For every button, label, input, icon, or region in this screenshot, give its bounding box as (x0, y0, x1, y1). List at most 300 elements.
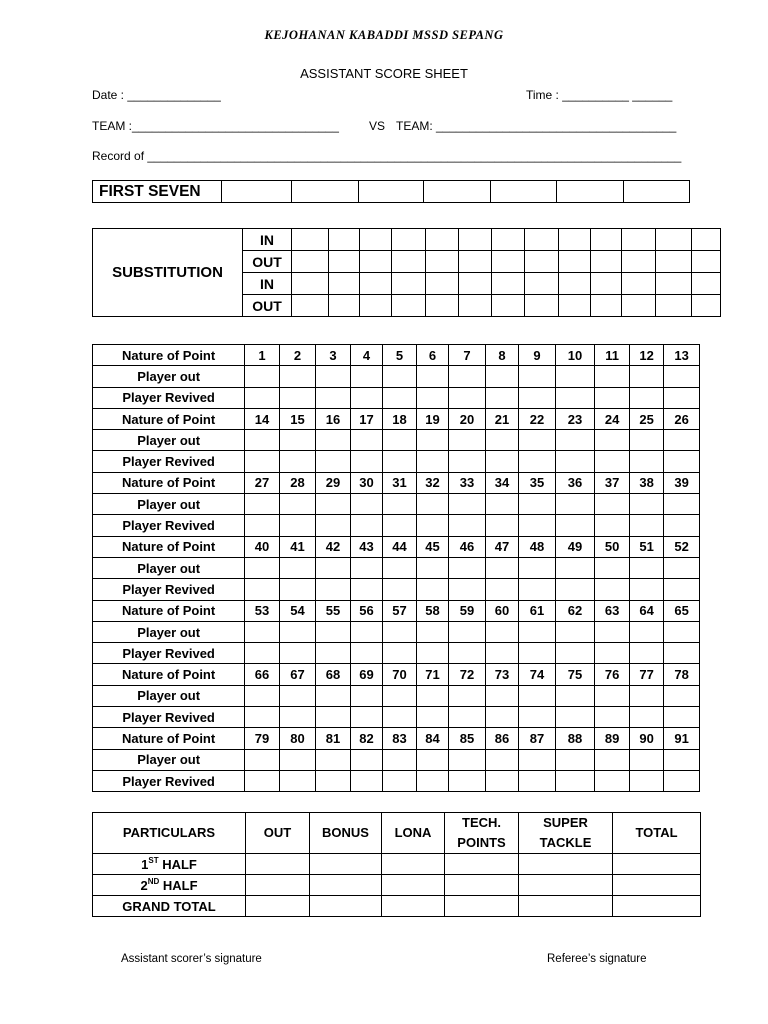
substitution-cell[interactable] (559, 273, 591, 295)
point-cell[interactable] (449, 579, 486, 600)
point-cell[interactable] (629, 387, 664, 408)
point-cell[interactable] (279, 643, 316, 664)
point-cell[interactable] (595, 515, 630, 536)
substitution-cell[interactable] (692, 273, 721, 295)
point-cell[interactable] (279, 621, 316, 642)
nature-of-point-row (93, 728, 700, 749)
point-cell[interactable] (629, 685, 664, 706)
point-cell[interactable] (279, 685, 316, 706)
point-cell[interactable] (350, 366, 382, 387)
point-cell[interactable] (664, 707, 700, 728)
point-cell[interactable] (555, 557, 595, 578)
point-cell[interactable] (664, 366, 700, 387)
point-cell[interactable] (485, 515, 518, 536)
point-number: 1 (245, 345, 280, 366)
point-cell[interactable] (519, 643, 556, 664)
substitution-cell[interactable] (426, 295, 459, 317)
point-cell[interactable] (664, 557, 700, 578)
point-cell[interactable] (519, 557, 556, 578)
point-cell[interactable] (279, 387, 316, 408)
point-cell[interactable] (449, 494, 486, 515)
point-cell[interactable] (519, 515, 556, 536)
substitution-cell[interactable] (559, 229, 591, 251)
summary-cell[interactable] (519, 896, 613, 917)
record-of-field[interactable]: Record of ________________________________________________________________________________ (92, 149, 682, 163)
point-cell[interactable] (555, 749, 595, 770)
point-cell[interactable] (595, 366, 630, 387)
point-cell[interactable] (519, 707, 556, 728)
point-cell[interactable] (383, 366, 416, 387)
point-cell[interactable] (485, 557, 518, 578)
point-cell[interactable] (555, 451, 595, 472)
point-cell[interactable] (416, 494, 448, 515)
point-cell[interactable] (449, 366, 486, 387)
point-number: 60 (485, 600, 518, 621)
point-number: 55 (316, 600, 351, 621)
substitution-cell[interactable] (559, 295, 591, 317)
substitution-cell[interactable] (525, 251, 559, 273)
player-out-row (93, 685, 700, 706)
point-cell[interactable] (664, 579, 700, 600)
point-number: 8 (485, 345, 518, 366)
point-cell[interactable] (664, 515, 700, 536)
point-cell[interactable] (279, 366, 316, 387)
second-half-num: 2 (140, 877, 148, 893)
summary-cell[interactable] (382, 896, 445, 917)
point-cell[interactable] (555, 387, 595, 408)
event-title: KEJOHANAN KABADDI MSSD SEPANG (264, 28, 504, 42)
substitution-cell[interactable] (591, 295, 622, 317)
point-cell[interactable] (245, 387, 280, 408)
point-cell[interactable] (555, 366, 595, 387)
point-cell[interactable] (485, 451, 518, 472)
substitution-cell[interactable] (292, 229, 329, 251)
point-cell[interactable] (595, 770, 630, 791)
second-half-text: HALF (159, 877, 198, 893)
point-cell[interactable] (416, 770, 448, 791)
point-cell[interactable] (279, 494, 316, 515)
point-cell[interactable] (555, 430, 595, 451)
point-cell[interactable] (595, 749, 630, 770)
point-number: 29 (316, 472, 351, 493)
first-half-text: HALF (158, 856, 197, 872)
point-cell[interactable] (416, 621, 448, 642)
summary-cell[interactable] (246, 854, 310, 875)
point-cell[interactable] (555, 515, 595, 536)
point-cell[interactable] (519, 430, 556, 451)
point-cell[interactable] (316, 557, 351, 578)
point-cell[interactable] (383, 685, 416, 706)
point-cell[interactable] (629, 643, 664, 664)
point-cell[interactable] (664, 643, 700, 664)
header-out: OUT (246, 813, 310, 854)
point-cell[interactable] (485, 430, 518, 451)
substitution-cell[interactable] (426, 273, 459, 295)
point-cell[interactable] (449, 515, 486, 536)
point-cell[interactable] (383, 707, 416, 728)
point-cell[interactable] (595, 707, 630, 728)
substitution-cell[interactable] (292, 251, 329, 273)
point-cell[interactable] (383, 387, 416, 408)
point-cell[interactable] (664, 430, 700, 451)
point-cell[interactable] (485, 494, 518, 515)
first-seven-cell[interactable] (624, 181, 690, 203)
point-number: 51 (629, 536, 664, 557)
point-cell[interactable] (245, 366, 280, 387)
point-number: 85 (449, 728, 486, 749)
point-cell[interactable] (449, 643, 486, 664)
point-cell[interactable] (629, 579, 664, 600)
player-out-row (93, 366, 700, 387)
point-number: 91 (664, 728, 700, 749)
point-cell[interactable] (416, 430, 448, 451)
point-cell[interactable] (485, 749, 518, 770)
point-cell[interactable] (629, 749, 664, 770)
point-cell[interactable] (350, 387, 382, 408)
point-cell[interactable] (595, 685, 630, 706)
first-seven-cell[interactable] (491, 181, 557, 203)
point-cell[interactable] (595, 579, 630, 600)
sheet-title: ASSISTANT SCORE SHEET (300, 66, 468, 81)
substitution-cell[interactable] (392, 295, 426, 317)
substitution-cell[interactable] (525, 229, 559, 251)
point-cell[interactable] (316, 451, 351, 472)
point-number: 9 (519, 345, 556, 366)
point-cell[interactable] (383, 643, 416, 664)
point-cell[interactable] (555, 494, 595, 515)
point-cell[interactable] (555, 643, 595, 664)
substitution-cell[interactable] (591, 251, 622, 273)
first-half-sup: ST (148, 855, 159, 865)
first-seven-cell[interactable] (424, 181, 491, 203)
point-cell[interactable] (245, 430, 280, 451)
substitution-cell[interactable] (360, 273, 392, 295)
point-cell[interactable] (519, 770, 556, 791)
point-cell[interactable] (485, 707, 518, 728)
time-field[interactable]: Time : __________ ______ (526, 88, 673, 102)
point-cell[interactable] (449, 707, 486, 728)
substitution-cell[interactable] (692, 251, 721, 273)
row-label: Player Revived (93, 515, 245, 536)
point-cell[interactable] (664, 451, 700, 472)
point-cell[interactable] (416, 557, 448, 578)
substitution-cell[interactable] (525, 295, 559, 317)
point-number: 13 (664, 345, 700, 366)
point-cell[interactable] (383, 770, 416, 791)
point-number: 66 (245, 664, 280, 685)
point-cell[interactable] (485, 579, 518, 600)
point-cell[interactable] (279, 430, 316, 451)
point-cell[interactable] (629, 430, 664, 451)
point-cell[interactable] (245, 770, 280, 791)
point-cell[interactable] (555, 770, 595, 791)
point-cell[interactable] (316, 515, 351, 536)
summary-cell[interactable] (519, 875, 613, 896)
point-cell[interactable] (519, 387, 556, 408)
summary-cell[interactable] (445, 875, 519, 896)
substitution-cell[interactable] (656, 229, 692, 251)
point-cell[interactable] (485, 643, 518, 664)
point-cell[interactable] (555, 685, 595, 706)
substitution-cell[interactable] (392, 273, 426, 295)
point-cell[interactable] (245, 621, 280, 642)
substitution-cell[interactable] (622, 273, 656, 295)
point-cell[interactable] (416, 515, 448, 536)
point-cell[interactable] (416, 451, 448, 472)
point-cell[interactable] (485, 685, 518, 706)
first-seven-cell[interactable] (557, 181, 624, 203)
point-cell[interactable] (664, 685, 700, 706)
substitution-cell[interactable] (692, 295, 721, 317)
point-cell[interactable] (279, 749, 316, 770)
summary-cell[interactable] (382, 854, 445, 875)
row-label: Nature of Point (93, 728, 245, 749)
point-cell[interactable] (350, 557, 382, 578)
team-right-field[interactable]: TEAM: ____________________________________ (396, 119, 677, 133)
point-cell[interactable] (383, 451, 416, 472)
point-cell[interactable] (485, 770, 518, 791)
date-field[interactable]: Date : ______________ (92, 88, 221, 102)
point-cell[interactable] (629, 366, 664, 387)
point-number: 34 (485, 472, 518, 493)
substitution-cell[interactable] (329, 295, 360, 317)
point-number: 24 (595, 408, 630, 429)
point-cell[interactable] (595, 494, 630, 515)
summary-cell[interactable] (246, 875, 310, 896)
point-cell[interactable] (629, 770, 664, 791)
point-cell[interactable] (629, 451, 664, 472)
point-cell[interactable] (316, 685, 351, 706)
team-left-field[interactable]: TEAM :_______________________________ (92, 119, 339, 133)
point-number: 79 (245, 728, 280, 749)
summary-cell[interactable] (519, 854, 613, 875)
point-number: 30 (350, 472, 382, 493)
substitution-cell[interactable] (656, 273, 692, 295)
point-cell[interactable] (416, 579, 448, 600)
point-cell[interactable] (664, 621, 700, 642)
substitution-cell[interactable] (459, 273, 492, 295)
substitution-cell[interactable] (591, 229, 622, 251)
substitution-cell[interactable] (329, 273, 360, 295)
point-cell[interactable] (629, 621, 664, 642)
point-number: 37 (595, 472, 630, 493)
substitution-cell[interactable] (622, 251, 656, 273)
substitution-cell[interactable] (360, 251, 392, 273)
substitution-cell[interactable] (329, 251, 360, 273)
substitution-cell[interactable] (559, 251, 591, 273)
point-cell[interactable] (416, 366, 448, 387)
point-cell[interactable] (316, 643, 351, 664)
substitution-cell[interactable] (392, 229, 426, 251)
substitution-cell[interactable] (292, 295, 329, 317)
point-cell[interactable] (664, 749, 700, 770)
point-cell[interactable] (595, 557, 630, 578)
point-cell[interactable] (350, 579, 382, 600)
point-number: 56 (350, 600, 382, 621)
summary-cell[interactable] (310, 875, 382, 896)
point-cell[interactable] (519, 685, 556, 706)
point-cell[interactable] (449, 387, 486, 408)
point-cell[interactable] (449, 430, 486, 451)
summary-cell[interactable] (382, 875, 445, 896)
point-cell[interactable] (416, 387, 448, 408)
point-cell[interactable] (245, 749, 280, 770)
point-cell[interactable] (629, 557, 664, 578)
point-cell[interactable] (416, 707, 448, 728)
row-label: Player out (93, 557, 245, 578)
point-cell[interactable] (629, 494, 664, 515)
point-cell[interactable] (519, 621, 556, 642)
point-cell[interactable] (519, 494, 556, 515)
point-cell[interactable] (316, 430, 351, 451)
substitution-cell[interactable] (459, 229, 492, 251)
point-cell[interactable] (485, 366, 518, 387)
point-number: 88 (555, 728, 595, 749)
point-cell[interactable] (555, 621, 595, 642)
point-cell[interactable] (449, 557, 486, 578)
point-cell[interactable] (383, 557, 416, 578)
point-cell[interactable] (350, 451, 382, 472)
point-cell[interactable] (245, 515, 280, 536)
point-cell[interactable] (449, 770, 486, 791)
summary-cell[interactable] (613, 875, 701, 896)
point-cell[interactable] (245, 707, 280, 728)
point-cell[interactable] (519, 579, 556, 600)
substitution-cell[interactable] (656, 251, 692, 273)
point-cell[interactable] (595, 387, 630, 408)
point-cell[interactable] (350, 770, 382, 791)
point-cell[interactable] (245, 685, 280, 706)
point-cell[interactable] (595, 451, 630, 472)
point-cell[interactable] (383, 494, 416, 515)
point-cell[interactable] (245, 643, 280, 664)
point-cell[interactable] (664, 387, 700, 408)
point-cell[interactable] (383, 515, 416, 536)
point-cell[interactable] (350, 515, 382, 536)
substitution-cell[interactable] (656, 295, 692, 317)
point-cell[interactable] (519, 749, 556, 770)
point-cell[interactable] (316, 579, 351, 600)
point-cell[interactable] (595, 430, 630, 451)
summary-cell[interactable] (310, 896, 382, 917)
summary-cell[interactable] (310, 854, 382, 875)
point-cell[interactable] (350, 643, 382, 664)
point-cell[interactable] (519, 366, 556, 387)
point-cell[interactable] (449, 451, 486, 472)
substitution-cell[interactable] (622, 295, 656, 317)
substitution-cell[interactable] (492, 273, 525, 295)
point-cell[interactable] (279, 579, 316, 600)
substitution-cell[interactable] (459, 295, 492, 317)
point-cell[interactable] (350, 749, 382, 770)
substitution-cell[interactable] (292, 273, 329, 295)
point-cell[interactable] (664, 494, 700, 515)
point-cell[interactable] (519, 451, 556, 472)
point-cell[interactable] (555, 707, 595, 728)
point-cell[interactable] (416, 685, 448, 706)
point-cell[interactable] (383, 579, 416, 600)
point-cell[interactable] (555, 579, 595, 600)
substitution-cell[interactable] (492, 295, 525, 317)
substitution-cell[interactable] (525, 273, 559, 295)
row-label: Player Revived (93, 387, 245, 408)
point-cell[interactable] (595, 643, 630, 664)
substitution-cell[interactable] (392, 251, 426, 273)
point-cell[interactable] (316, 770, 351, 791)
point-cell[interactable] (416, 643, 448, 664)
point-cell[interactable] (316, 621, 351, 642)
point-number: 90 (629, 728, 664, 749)
point-cell[interactable] (279, 770, 316, 791)
substitution-cell[interactable] (360, 229, 392, 251)
point-cell[interactable] (449, 749, 486, 770)
point-cell[interactable] (449, 685, 486, 706)
point-cell[interactable] (485, 387, 518, 408)
point-cell[interactable] (485, 621, 518, 642)
summary-cell[interactable] (613, 896, 701, 917)
point-cell[interactable] (629, 707, 664, 728)
point-cell[interactable] (350, 430, 382, 451)
point-cell[interactable] (245, 579, 280, 600)
summary-cell[interactable] (445, 854, 519, 875)
substitution-cell[interactable] (622, 229, 656, 251)
substitution-cell[interactable] (591, 273, 622, 295)
first-half-label (93, 854, 246, 875)
point-cell[interactable] (279, 557, 316, 578)
point-cell[interactable] (629, 515, 664, 536)
substitution-cell[interactable] (329, 229, 360, 251)
point-cell[interactable] (245, 451, 280, 472)
point-cell[interactable] (245, 557, 280, 578)
substitution-cell[interactable] (459, 251, 492, 273)
substitution-cell[interactable] (492, 251, 525, 273)
point-cell[interactable] (279, 515, 316, 536)
first-seven-cell[interactable] (222, 181, 292, 203)
substitution-cell[interactable] (692, 229, 721, 251)
summary-cell[interactable] (613, 854, 701, 875)
point-cell[interactable] (664, 770, 700, 791)
point-cell[interactable] (383, 621, 416, 642)
first-seven-table (92, 180, 690, 203)
substitution-cell[interactable] (492, 229, 525, 251)
point-cell[interactable] (350, 707, 382, 728)
substitution-cell[interactable] (426, 251, 459, 273)
point-cell[interactable] (350, 494, 382, 515)
point-cell[interactable] (383, 749, 416, 770)
point-cell[interactable] (350, 621, 382, 642)
substitution-cell[interactable] (360, 295, 392, 317)
first-seven-cell[interactable] (359, 181, 424, 203)
point-cell[interactable] (316, 366, 351, 387)
summary-cell[interactable] (445, 896, 519, 917)
point-cell[interactable] (416, 749, 448, 770)
point-cell[interactable] (316, 494, 351, 515)
point-cell[interactable] (245, 494, 280, 515)
point-cell[interactable] (595, 621, 630, 642)
summary-cell[interactable] (246, 896, 310, 917)
point-cell[interactable] (350, 685, 382, 706)
point-cell[interactable] (316, 707, 351, 728)
point-number: 11 (595, 345, 630, 366)
point-cell[interactable] (279, 707, 316, 728)
point-cell[interactable] (316, 749, 351, 770)
first-seven-cell[interactable] (292, 181, 359, 203)
substitution-cell[interactable] (426, 229, 459, 251)
point-cell[interactable] (449, 621, 486, 642)
point-cell[interactable] (316, 387, 351, 408)
point-cell[interactable] (383, 430, 416, 451)
point-cell[interactable] (279, 451, 316, 472)
